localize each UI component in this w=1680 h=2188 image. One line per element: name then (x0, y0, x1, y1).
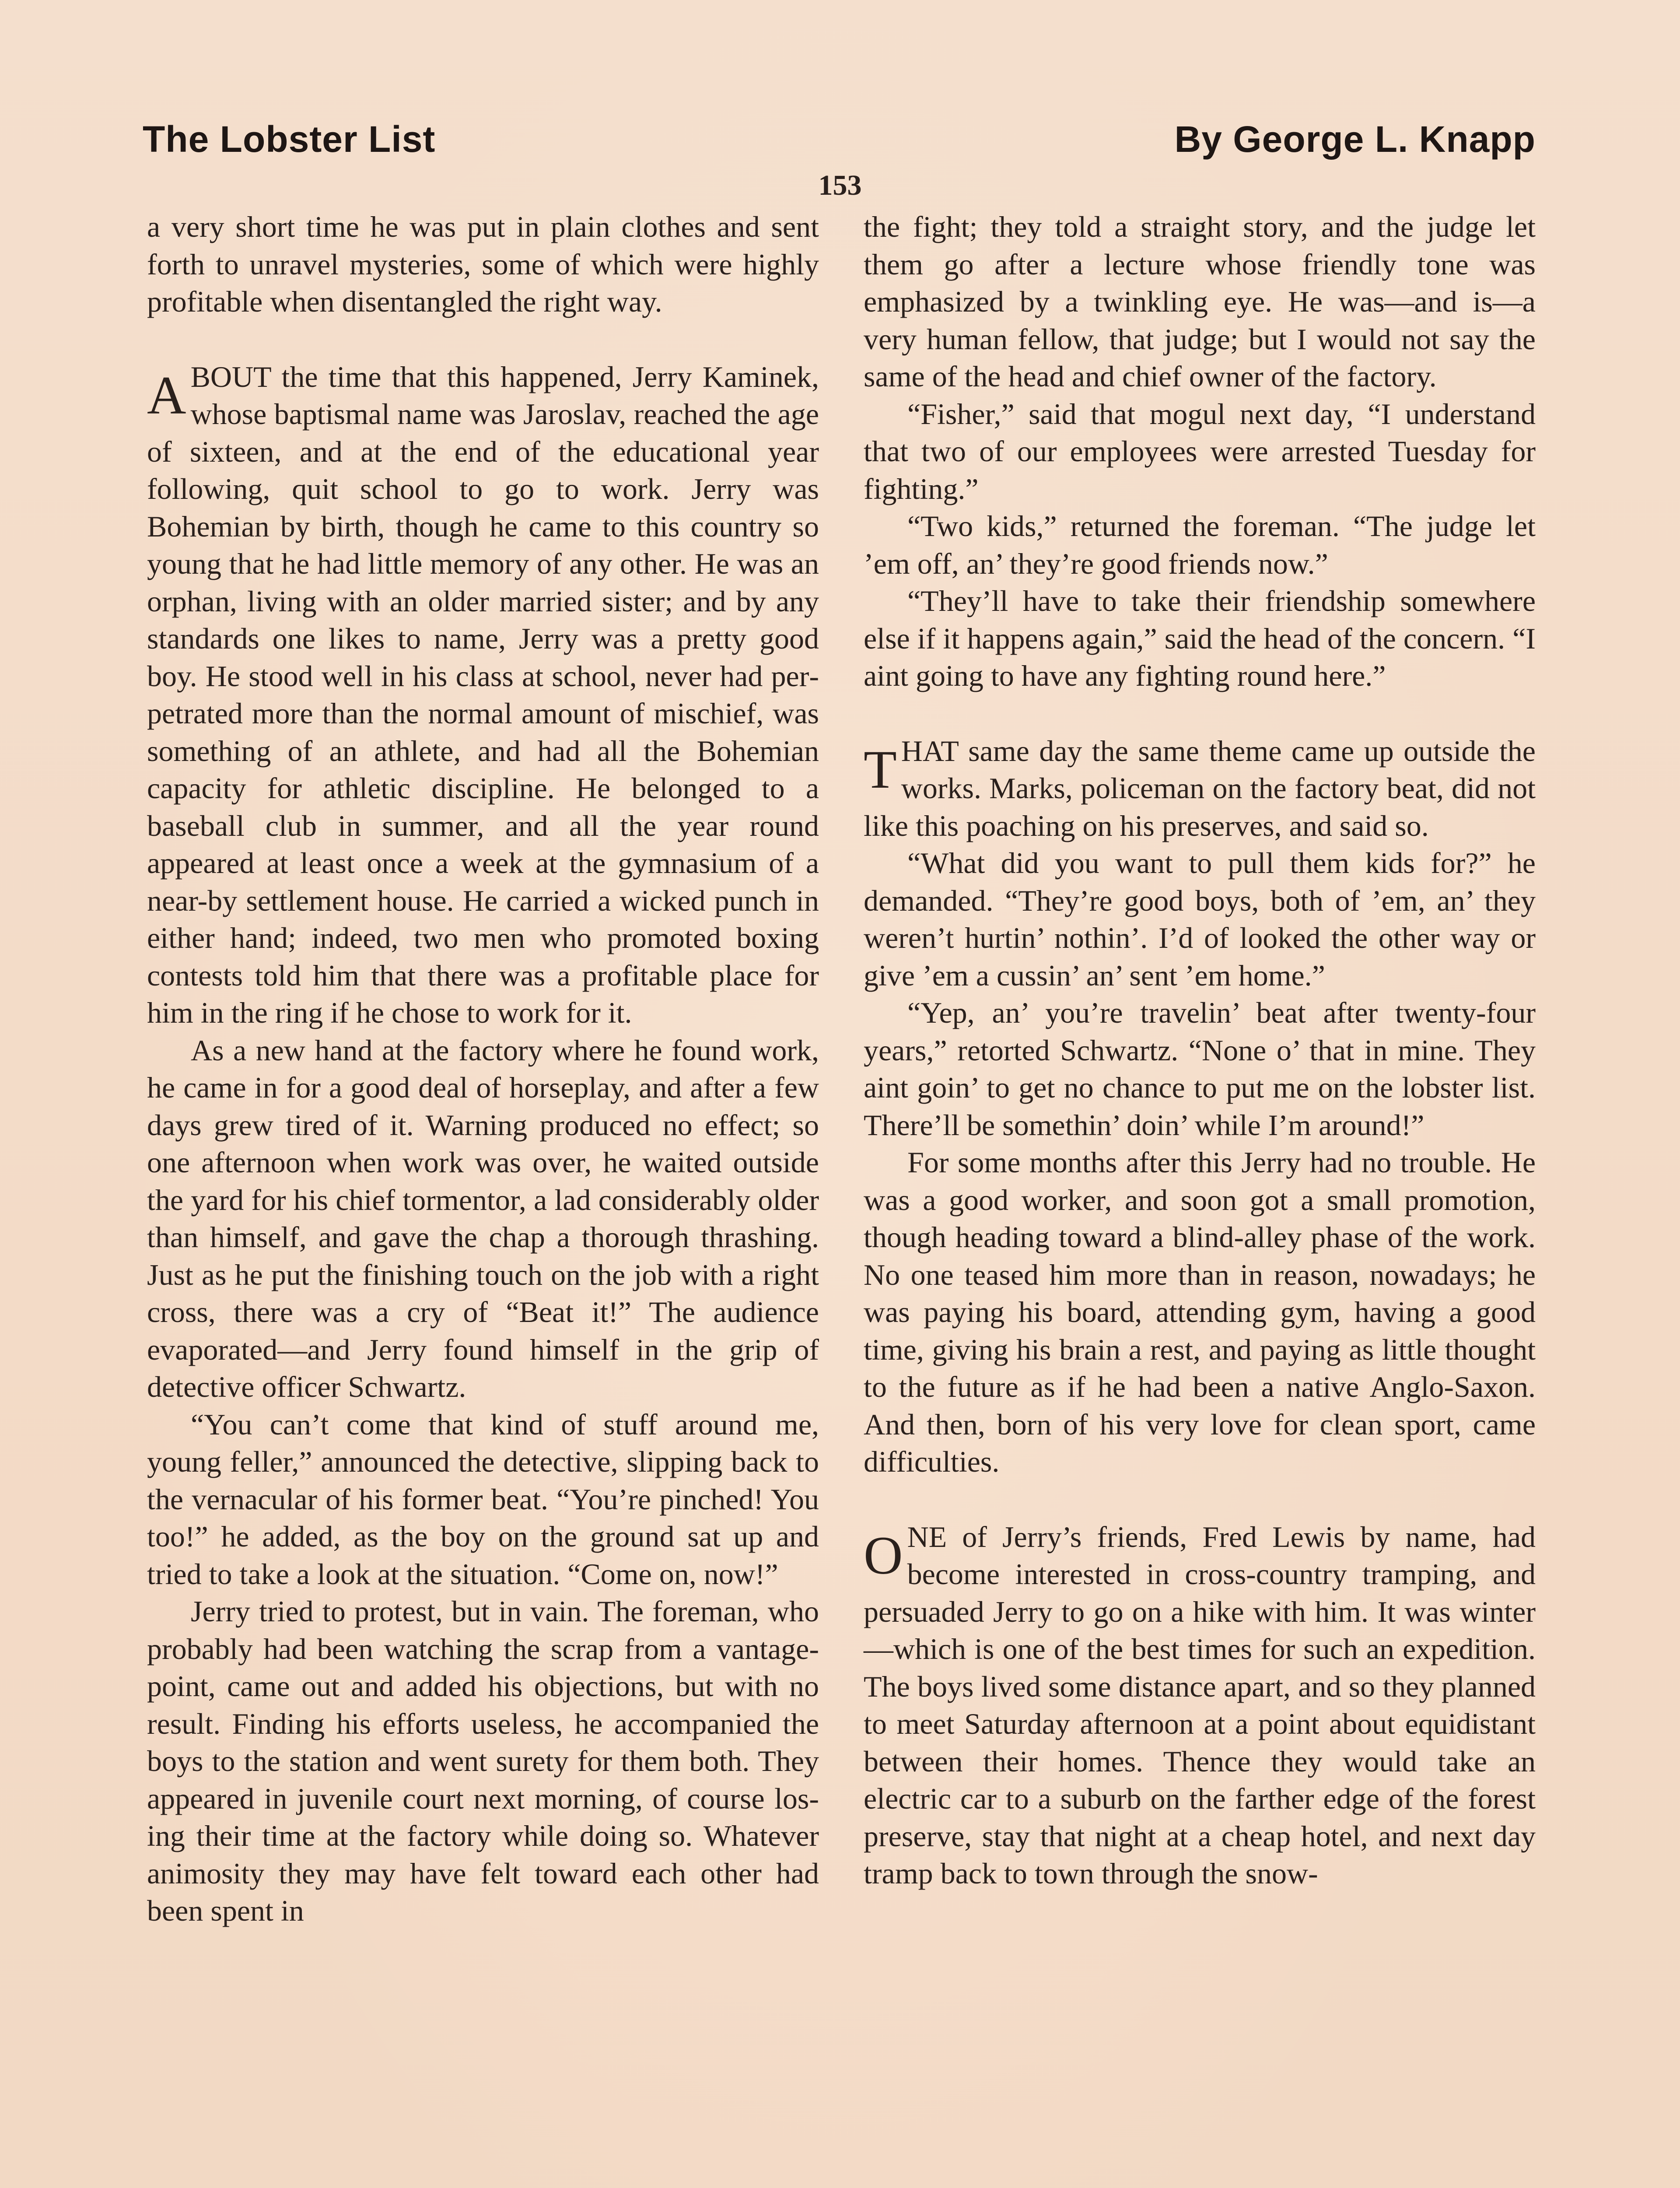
paragraph: Jerry tried to protest, but in vain. The foreman, who probably had been watching the scrap from a vantage-point, came out and added his objections, but with no result. Finding his efforts useless, he accompanied the boys to the station and went surety for them both. They appeared in juvenile court next morning, of course losing their time at the factory while doing so. Whatever animosity they may have felt toward each other had been spent in (147, 1595, 819, 1927)
page-number: 153 (818, 169, 862, 201)
paragraph: As a new hand at the factory where he found work, he came in for a good deal of horseplay, and after a few days grew tired of it. Warning produced no effect; so one afternoon when work was over, he waited outside the yard for his chief tormentor, a lad considerably older than himself, and gave the chap a thorough thrashing. Just as he put the finishing touch on the job with a right cross, there was a cry of “Beat it!” The audience evaporated—and Jerry found himself in the grip of detective officer Schwartz. (147, 1033, 819, 1403)
paragraph-dropcap: ONE of Jerry’s friends, Fred Lewis by name, had become interested in cross-country tramping, and persuaded Jerry to go on a hike with him. It was winter—which is one of the best times for such an expedition. The boys lived some distance apart, and so they planned to meet Saturday afternoon at a point about equidistant between their homes. Thence they would take an electric car to a suburb on the farther edge of the forest preserve, stay that night at a cheap hotel, and next day tramp back to town through the snow- (864, 1520, 1536, 1890)
paragraph: For some months after this Jerry had no trouble. He was a good worker, and soon got a small promotion, though heading toward a blind-alley phase of the work. No one teased him more than in reason, nowadays; he was paying his board, attending gym, having a good time, giving his brain a rest, and paying as little thought to the future as if he had been a native Anglo-Saxon. And then, born of his very love for clean sport, came difficulties. (864, 1146, 1536, 1478)
left-column (147, 208, 819, 1930)
paragraph-dropcap: THAT same day the same theme came up outside the works. Marks, policeman on the factory beat, did not like this poaching on his preserves, and said so. (864, 734, 1536, 842)
byline: By George L. Knapp (1174, 119, 1536, 160)
drop-cap: A (147, 365, 186, 425)
right-column (864, 208, 1536, 1893)
paragraph: “They’ll have to take their friendship somewhere else if it happens again,” said the head of the concern. “I aint going to have any fighting round here.” (864, 584, 1536, 692)
drop-cap: O (864, 1525, 903, 1585)
paragraph: “You can’t come that kind of stuff around me, young feller,” announced the detective, slipping back to the vernacular of his former beat. “You’re pinched! You too!” he added, as the boy on the ground sat up and tried to take a look at the situation. “Come on, now!” (147, 1407, 819, 1591)
paragraph-dropcap: ABOUT the time that this happened, Jerry Kaminek, whose baptismal name was Jaroslav, reached the age of sixteen, and at the end of the educational year following, quit school to go to work. Jerry was Bohemian by birth, though he came to this country so young that he had little memory of any other. He was an orphan, living with an older married sister; and by any standards one likes to name, Jerry was a pretty good boy. He stood well in his class at school, never had perpetrated more than the normal amount of mischief, was something of an athlete, and had all the Bohemian capacity for athletic discipline. He belonged to a baseball club in summer, and all the year round appeared at least once a week at the gymnasium of a near-by settlement house. He carried a wicked punch in either hand; indeed, two men who promoted boxing contests told him that there was a profitable place for him in the ring if he chose to work for it. (147, 360, 819, 1029)
running-header (143, 117, 1536, 170)
paragraph: a very short time he was put in plain clothes and sent forth to unravel mysteries, some of which were highly profitable when disentangled the right way. (147, 210, 819, 318)
paragraph: “Yep, an’ you’re travelin’ beat after twenty-four years,” retorted Schwartz. “None o’ that in mine. They aint goin’ to get no chance to put me on the lobster list. There’ll be somethin’ doin’ while I’m around!” (864, 996, 1536, 1142)
paragraph: the fight; they told a straight story, and the judge let them go after a lecture whose friendly tone was emphasized by a twinkling eye. He was—and is—a very human fellow, that judge; but I would not say the same of the head and chief owner of the factory. (864, 210, 1536, 393)
drop-cap: T (864, 739, 897, 799)
paragraph: “Two kids,” returned the foreman. “The judge let ’em off, an’ they’re good friends now.” (864, 509, 1536, 580)
story-title: The Lobster List (143, 119, 436, 160)
paragraph: “Fisher,” said that mogul next day, “I understand that two of our employees were arrested Tuesday for fighting.” (864, 397, 1536, 505)
paragraph: “What did you want to pull them kids for?” he demanded. “They’re good boys, both of ’em, an’ they weren’t hurtin’ nothin’. I’d of looked the other way or give ’em a cussin’ an’ sent ’em home.” (864, 846, 1536, 992)
